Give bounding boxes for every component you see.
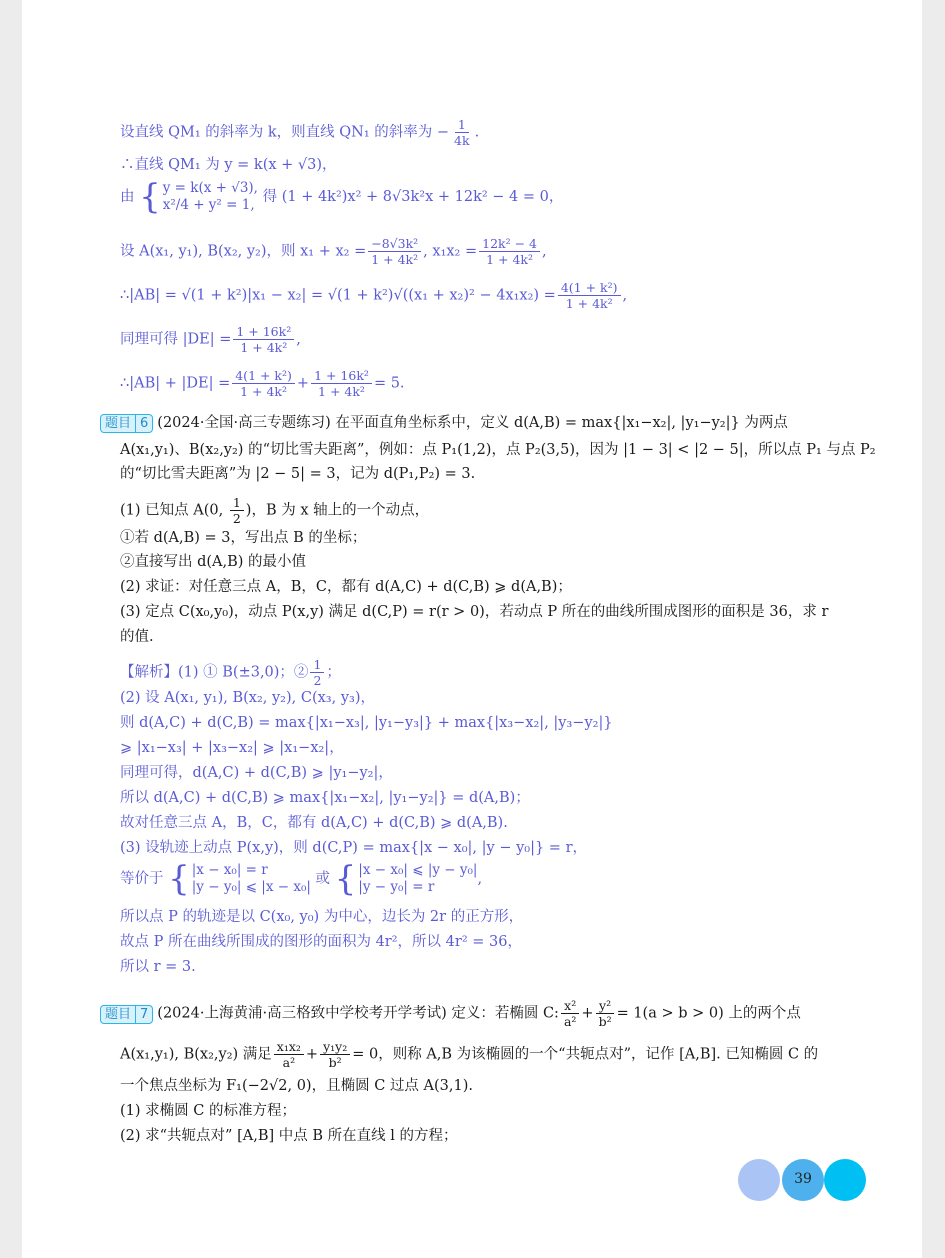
numerator: 12k² − 4 <box>479 236 540 252</box>
solution-line-4 <box>120 236 547 267</box>
denominator: 4k <box>454 133 470 148</box>
numerator: 4(1 + k²) <box>558 280 621 296</box>
problem-7-line-3: 一个焦点坐标为 F₁(−2√2, 0)，且椭圆 C 过点 A(3,1). <box>120 1078 473 1094</box>
solution-6-line-4: 同理可得，d(A,C) + d(C,B) ⩾ |y₁−y₂|， <box>120 765 393 781</box>
text: (1) 已知点 A(0, <box>120 502 228 519</box>
text: A(x₁,y₁), B(x₂,y₂) 满足 <box>120 1046 272 1063</box>
system-row: |x − x₀| ⩽ |y − y₀| <box>358 862 478 878</box>
solution-6-line-9: 所以点 P 的轨迹是以 C(x₀, y₀) 为中心，边长为 2r 的正方形， <box>120 909 524 925</box>
denominator: a² <box>563 1014 577 1029</box>
fraction <box>311 368 372 399</box>
answer-line <box>120 657 341 688</box>
fraction <box>368 236 421 267</box>
solution-6-line-11: 所以 r = 3. <box>120 959 196 975</box>
system-row: y = k(x + √3), <box>162 180 258 196</box>
text: 设 A(x₁, y₁), B(x₂, y₂)，则 x₁ + x₂ = <box>120 243 367 260</box>
text: 设直线 QM₁ 的斜率为 k，则直线 QN₁ 的斜率为 − <box>120 124 450 141</box>
equation-system <box>168 859 311 899</box>
text: = 1(a > b > 0) 上的两个点 <box>616 1005 801 1022</box>
fraction <box>451 117 473 148</box>
fraction <box>561 998 579 1029</box>
text: = 0，则称 A,B 为该椭圆的一个“共轭点对”，记作 [A,B]. 已知椭圆 C 的 <box>352 1046 819 1063</box>
text: ； <box>326 664 341 681</box>
fraction <box>232 368 295 399</box>
problem-6-question-2: (2) 求证：对任意三点 A，B，C，都有 d(A,C) + d(C,B) ⩾ d(A,B)； <box>120 579 572 595</box>
solution-6-line-7: (3) 设轨迹上动点 P(x,y)，则 d(C,P) = max{|x − x₀|, |y − y₀|} = r， <box>120 840 588 856</box>
brace-icon: { <box>168 859 190 899</box>
solution-6-line-5: 所以 d(A,C) + d(C,B) ⩾ max{|x₁−x₂|, |y₁−y₂|} = d(A,B)； <box>120 790 530 806</box>
fraction <box>274 1039 304 1070</box>
text: (2024·全国·高三专题练习) 在平面直角坐标系中，定义 d(A,B) = max{|x₁−x₂|, |y₁−y₂|} 为两点 <box>157 415 788 431</box>
problem-tag <box>100 414 153 433</box>
denominator: b² <box>598 1014 612 1029</box>
numerator: 4(1 + k²) <box>232 368 295 384</box>
numerator: 1 + 16k² <box>233 324 294 340</box>
text: (2024·上海黄浦·高三格致中学校考开学考试) 定义：若椭圆 C: <box>157 1005 559 1022</box>
solution-line-3 <box>120 177 564 217</box>
numerator: y² <box>596 998 614 1014</box>
text: , <box>477 871 483 887</box>
fraction <box>596 998 615 1029</box>
text: + <box>581 1005 594 1022</box>
problem-6-line-1 <box>100 414 788 433</box>
denominator: 1 + 4k² <box>318 384 365 399</box>
solution-line-7 <box>120 368 405 399</box>
denominator: 2 <box>232 511 241 526</box>
tag-number: 7 <box>135 1006 148 1023</box>
solution-6-line-8 <box>120 859 483 899</box>
problem-6-line-3: 的“切比雪夫距离”为 |2 − 5| = 3，记为 d(P₁,P₂) = 3. <box>120 466 476 482</box>
text: , <box>622 287 628 304</box>
denominator: a² <box>282 1055 296 1070</box>
numerator: 1 <box>455 117 469 133</box>
numerator: −8√3k² <box>368 236 421 252</box>
numerator: 1 + 16k² <box>311 368 372 384</box>
fraction <box>558 280 621 311</box>
denominator: 1 + 4k² <box>565 296 613 311</box>
brace-icon: { <box>139 177 161 217</box>
denominator: 1 + 4k² <box>240 340 288 355</box>
system-row: |x − x₀| = r <box>191 862 268 878</box>
tag-number: 6 <box>135 415 148 432</box>
text: , x₁x₂ = <box>423 243 478 260</box>
equation-system <box>139 177 258 217</box>
numerator: y₁y₂ <box>320 1039 350 1055</box>
solution-line-1 <box>120 117 479 148</box>
problem-7-line-1 <box>100 998 801 1029</box>
numerator: x₁x₂ <box>274 1039 304 1055</box>
problem-6-question-3-line-1: (3) 定点 C(x₀,y₀)，动点 P(x,y) 满足 d(C,P) = r(r > 0)，若动点 P 所在的曲线所围成图形的面积是 36，求 r <box>120 604 829 620</box>
denominator: 1 + 4k² <box>371 252 419 267</box>
denominator: 1 + 4k² <box>486 252 534 267</box>
fraction <box>479 236 540 267</box>
solution-line-5 <box>120 280 627 311</box>
system-row: |y − y₀| = r <box>358 879 435 895</box>
text: 由 <box>120 189 135 205</box>
problem-6-question-1-i: ①若 d(A,B) = 3，写出点 B 的坐标； <box>120 530 367 546</box>
fraction <box>320 1039 350 1070</box>
brace-icon: { <box>334 859 357 899</box>
tag-label: 题目 <box>105 416 132 431</box>
text: + <box>296 375 310 392</box>
solution-6-line-3: ⩾ |x₁−x₃| + |x₃−x₂| ⩾ |x₁−x₂|， <box>120 740 344 756</box>
denominator: 2 <box>313 673 322 688</box>
solution-6-line-6: 故对任意三点 A，B，C，都有 d(A,C) + d(C,B) ⩾ d(A,B). <box>120 815 508 831</box>
document-page <box>22 0 922 1258</box>
problem-6-question-1-ii: ②直接写出 d(A,B) 的最小值 <box>120 554 307 570</box>
solution-line-2: ∴直线 QM₁ 为 y = k(x + √3)， <box>120 157 337 173</box>
text: + <box>305 1046 319 1063</box>
problem-7-question-2: (2) 求“共轭点对” [A,B] 中点 B 所在直线 l 的方程； <box>120 1128 458 1144</box>
problem-6-question-3-line-2: 的值. <box>120 629 154 645</box>
text: 【解析】(1) ① B(±3,0)；② <box>120 664 309 681</box>
decorative-circle-right <box>824 1159 866 1201</box>
numerator: x² <box>561 998 579 1014</box>
text: )，B 为 x 轴上的一个动点， <box>245 502 430 519</box>
fraction <box>230 495 244 526</box>
equation-system <box>334 859 478 899</box>
system-row: |y − y₀| ⩽ |x − x₀| <box>191 879 311 895</box>
text: 同理可得 |DE| = <box>120 331 232 348</box>
text: 得 (1 + 4k²)x² + 8√3k²x + 12k² − 4 = 0， <box>262 189 564 205</box>
denominator: 1 + 4k² <box>240 384 288 399</box>
solution-6-line-10: 故点 P 所在曲线所围成的图形的面积为 4r²，所以 4r² = 36， <box>120 934 522 950</box>
solution-line-6 <box>120 324 301 355</box>
numerator: 1 <box>310 657 324 673</box>
problem-6-line-2: A(x₁,y₁)、B(x₂,y₂) 的“切比雪夫距离”，例如：点 P₁(1,2)，点 P₂(3,5)，因为 |1 − 3| < |2 − 5|，所以点 P₁ 与点 P₂ <box>120 442 876 458</box>
problem-7-line-2 <box>120 1039 818 1070</box>
solution-6-line-2: 则 d(A,C) + d(C,B) = max{|x₁−x₃|, |y₁−y₃|} + max{|x₃−x₂|, |y₃−y₂|} <box>120 715 613 731</box>
problem-tag <box>100 1005 153 1024</box>
decorative-circle-left <box>738 1159 780 1201</box>
text: , <box>296 331 301 348</box>
text: 等价于 <box>120 871 164 887</box>
text: , <box>542 243 547 260</box>
problem-7-question-1: (1) 求椭圆 C 的标准方程； <box>120 1103 296 1119</box>
text: 或 <box>315 871 331 887</box>
denominator: b² <box>328 1055 342 1070</box>
solution-6-line-1: (2) 设 A(x₁, y₁), B(x₂, y₂), C(x₃, y₃)， <box>120 690 375 706</box>
fraction <box>233 324 294 355</box>
text: = 5. <box>373 375 405 392</box>
text: ∴|AB| = √(1 + k²)|x₁ − x₂| = √(1 + k²)√((x₁ + x₂)² − 4x₁x₂) = <box>120 287 556 304</box>
system-row: x²/4 + y² = 1, <box>162 197 255 213</box>
text: . <box>474 124 480 141</box>
text: ∴|AB| + |DE| = <box>120 375 231 392</box>
numerator: 1 <box>230 495 244 511</box>
problem-6-question-1 <box>120 495 429 526</box>
fraction <box>310 657 324 688</box>
tag-label: 题目 <box>105 1006 132 1022</box>
page-number: 39 <box>794 1171 812 1187</box>
